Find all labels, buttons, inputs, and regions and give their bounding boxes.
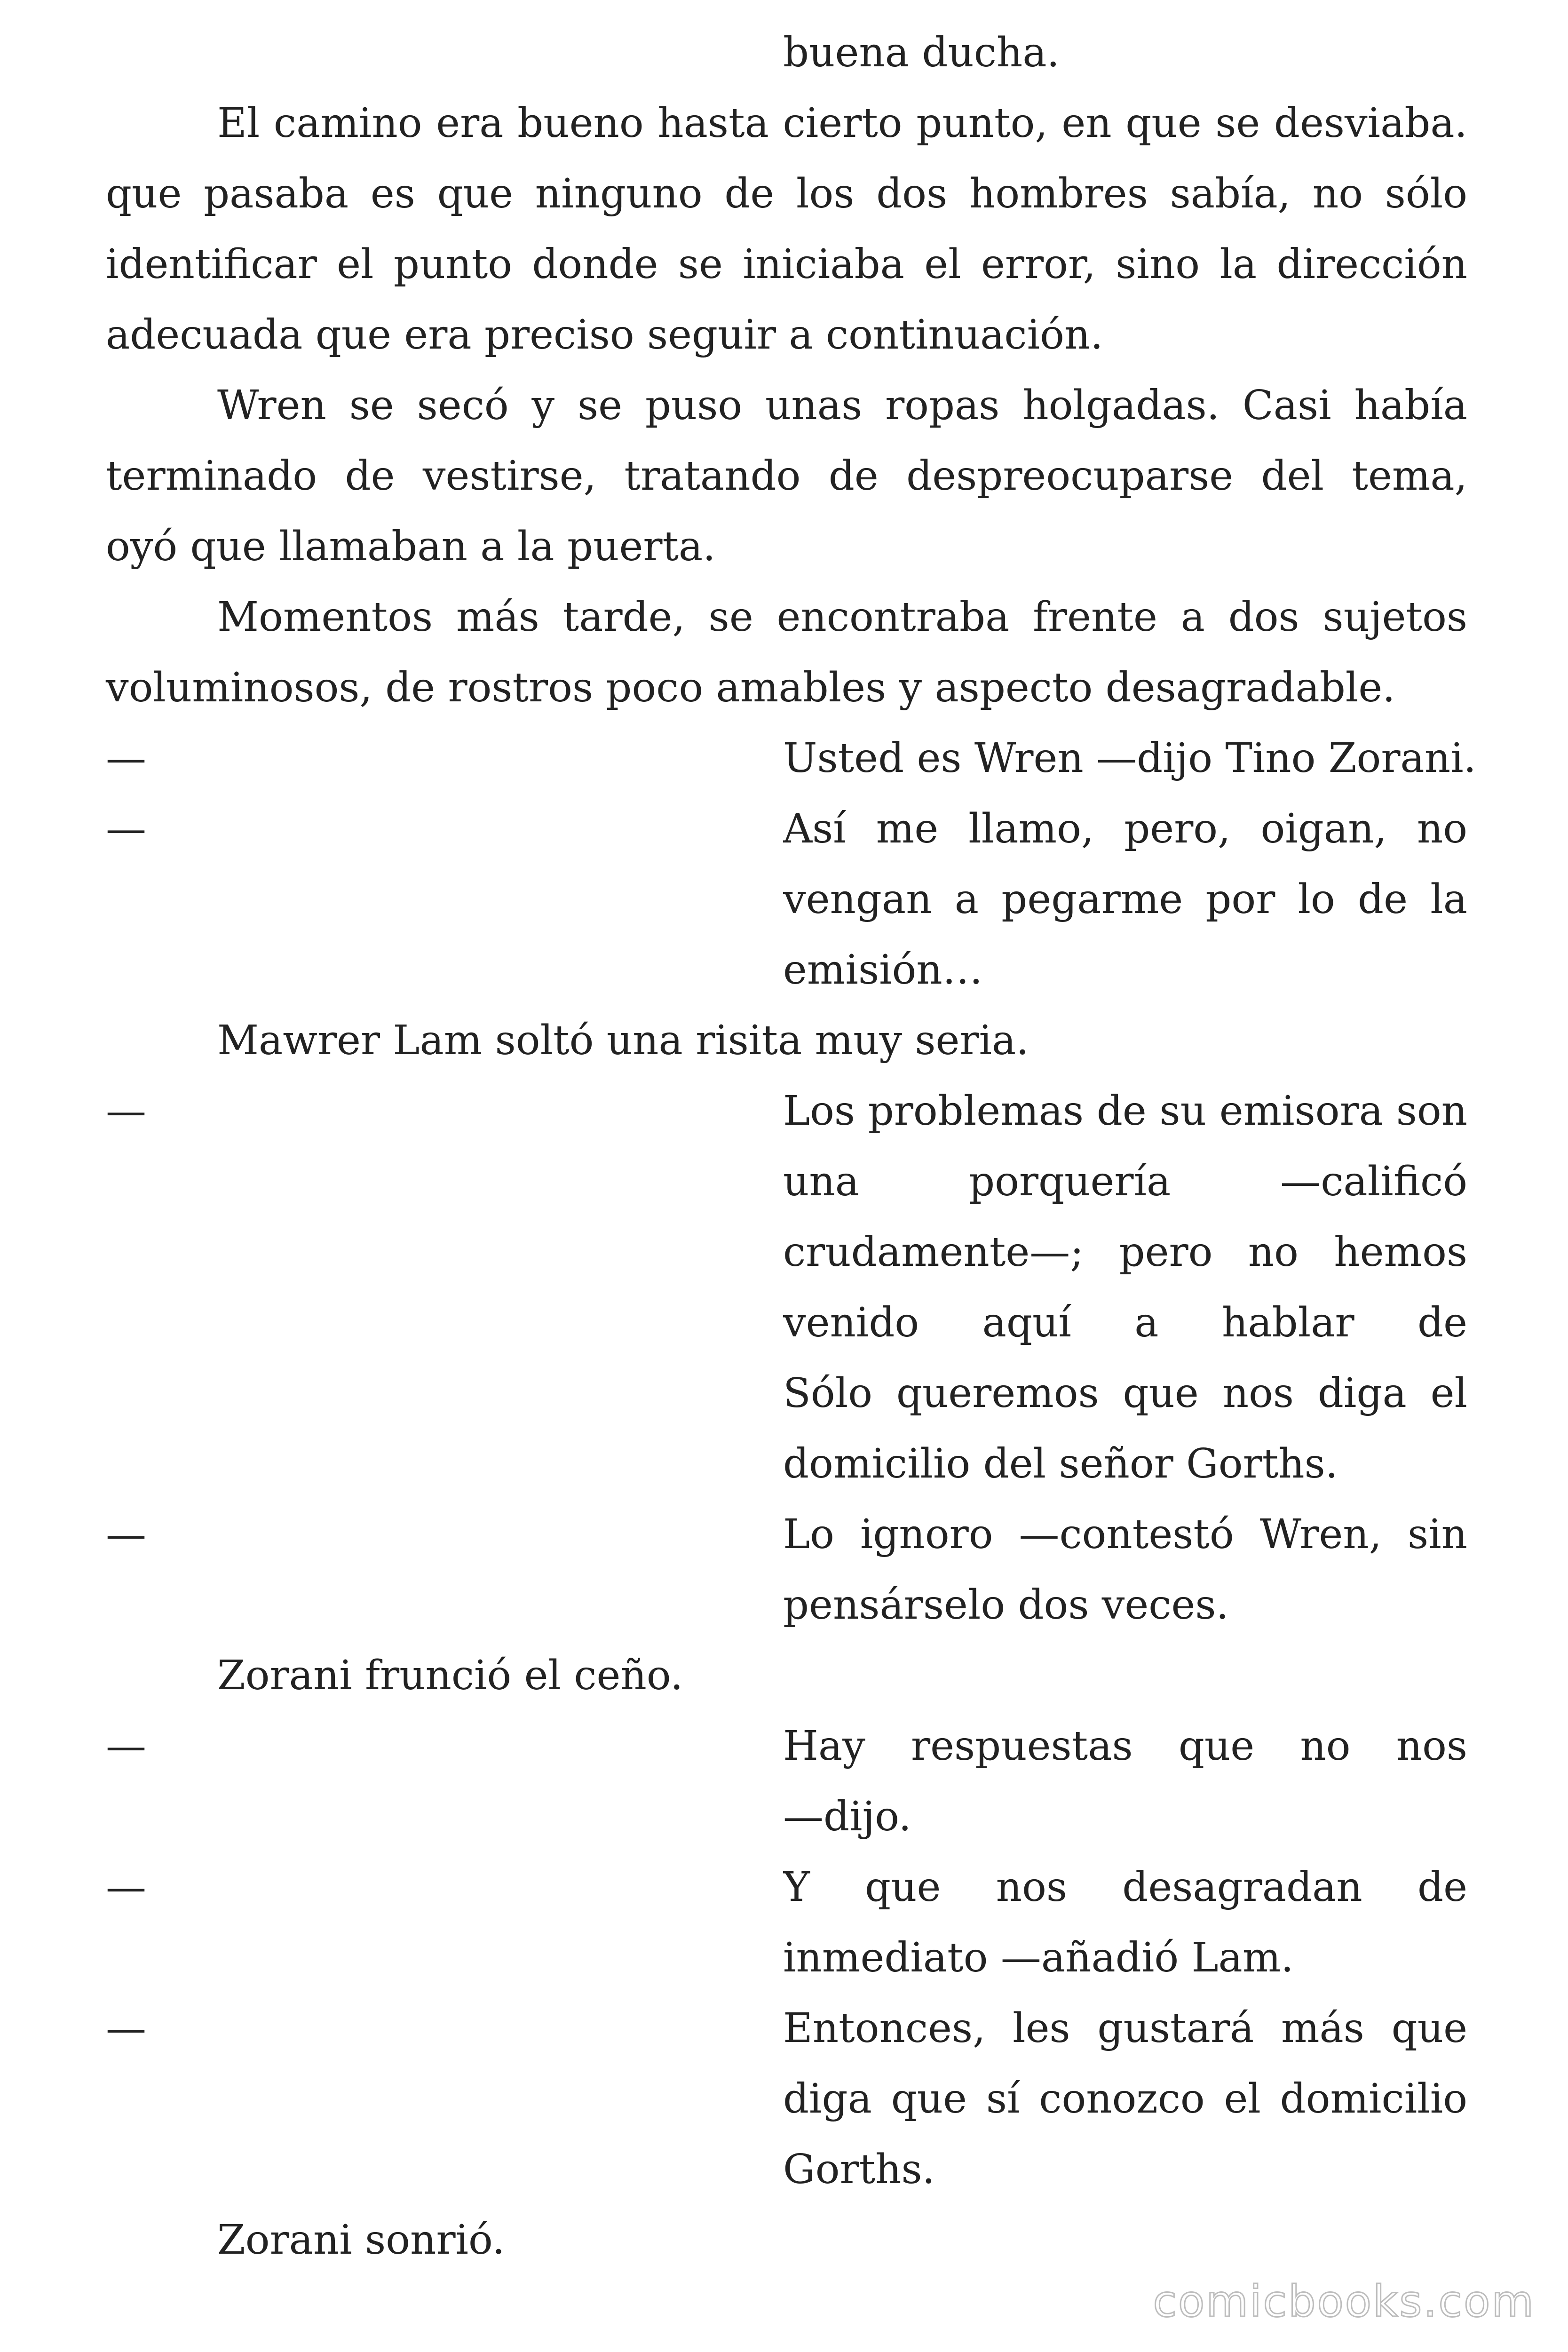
text-line-1: buena ducha. bbox=[783, 29, 1060, 76]
dialogue-line-11: Usted es Wren —dijo Tino Zorani. bbox=[783, 735, 1476, 782]
paragraph-line-7: terminado de vestirse, tratando de despreocuparse del tema, bbox=[106, 453, 1467, 500]
dialogue-line-20: Sólo queremos que nos diga el bbox=[783, 1370, 1467, 1417]
paragraph-line-3: que pasaba es que ninguno de los dos hombres sabía, no sólo bbox=[106, 170, 1467, 217]
dialogue-line-27: Y que nos desagradan de bbox=[783, 1864, 1467, 1911]
dialogue-line-31: Gorths. bbox=[783, 2146, 935, 2193]
paragraph-line-8: oyó que llamaban a la puerta. bbox=[106, 523, 716, 570]
dialogue-dash: — bbox=[106, 805, 146, 852]
paragraph-line-15: Mawrer Lam soltó una risita muy seria. bbox=[217, 1017, 1029, 1064]
dialogue-line-16: Los problemas de su emisora son bbox=[783, 1088, 1467, 1135]
paragraph-line-10: voluminosos, de rostros poco amables y aspecto desagradable. bbox=[106, 664, 1395, 711]
dialogue-line-25: Hay respuestas que no nos bbox=[783, 1723, 1467, 1770]
paragraph-line-9: Momentos más tarde, se encontraba frente a dos sujetos bbox=[217, 594, 1467, 641]
paragraph-line-4: identificar el punto donde se iniciaba el error, sino la dirección bbox=[106, 241, 1467, 288]
paragraph-line-2: El camino era bueno hasta cierto punto, en que se desviaba. bbox=[217, 100, 1467, 147]
paragraph-line-32: Zorani sonrió. bbox=[217, 2217, 505, 2264]
dialogue-line-28: inmediato —añadió Lam. bbox=[783, 1934, 1294, 1981]
dialogue-line-13: vengan a pegarme por lo de la bbox=[783, 876, 1467, 923]
watermark-logo: comicbooks.com bbox=[1153, 2276, 1535, 2327]
dialogue-line-21: domicilio del señor Gorths. bbox=[783, 1440, 1338, 1487]
dialogue-dash: — bbox=[106, 1864, 146, 1911]
paragraph-line-24: Zorani frunció el ceño. bbox=[217, 1652, 683, 1699]
dialogue-line-14: emisión… bbox=[783, 946, 983, 993]
dialogue-dash: — bbox=[106, 1511, 146, 1558]
dialogue-dash: — bbox=[106, 1723, 146, 1770]
paragraph-line-5: adecuada que era preciso seguir a continuación. bbox=[106, 311, 1103, 358]
dialogue-line-22: Lo ignoro —contestó Wren, sin bbox=[783, 1511, 1467, 1558]
paragraph-line-6: Wren se secó y se puso unas ropas holgadas. Casi había bbox=[217, 382, 1467, 429]
dialogue-line-26: —dijo. bbox=[783, 1793, 911, 1840]
dialogue-line-30: diga que sí conozco el domicilio bbox=[783, 2075, 1467, 2122]
dialogue-line-12: Así me llamo, pero, oigan, no bbox=[783, 805, 1467, 852]
dialogue-line-29: Entonces, les gustará más que bbox=[783, 2005, 1467, 2052]
dialogue-line-18: crudamente—; pero no hemos bbox=[783, 1229, 1467, 1276]
dialogue-line-17: una porquería —calificó bbox=[783, 1158, 1467, 1205]
dialogue-line-23: pensárselo dos veces. bbox=[783, 1581, 1229, 1629]
dialogue-dash: — bbox=[106, 2005, 146, 2052]
dialogue-dash: — bbox=[106, 1088, 146, 1135]
dialogue-line-19: venido aquí a hablar de bbox=[783, 1299, 1467, 1346]
dialogue-dash: — bbox=[106, 735, 146, 782]
